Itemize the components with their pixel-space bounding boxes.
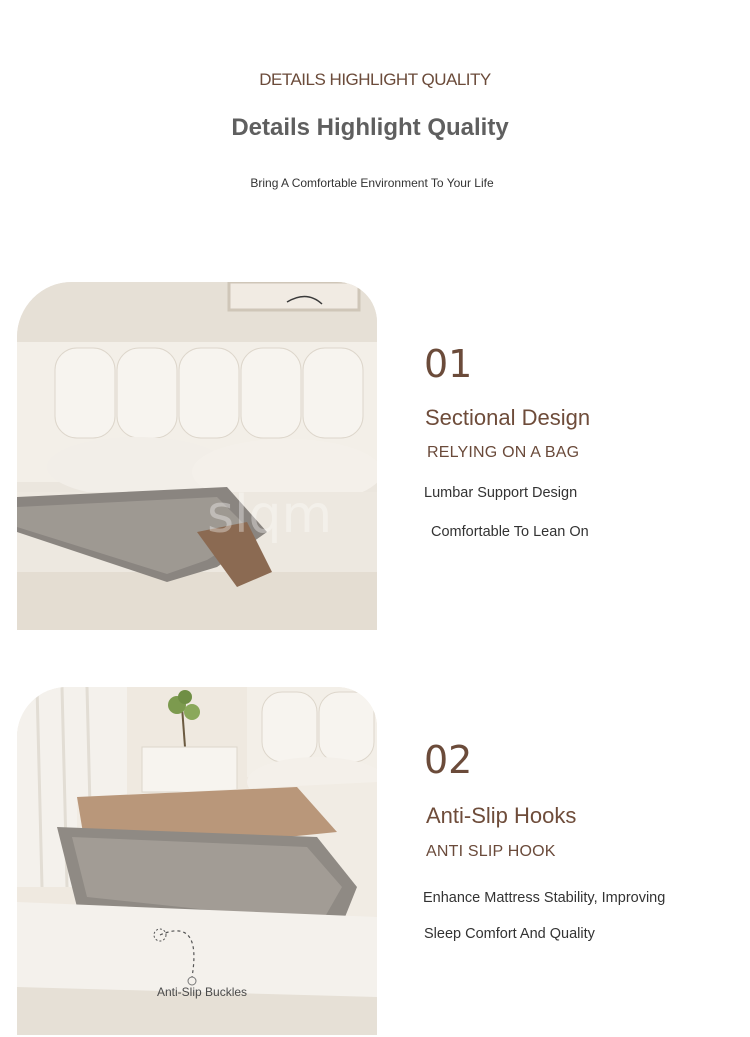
page-subtitle: Bring A Comfortable Environment To Your Life — [250, 176, 494, 190]
anti-slip-buckles-callout: Anti-Slip Buckles — [157, 985, 248, 999]
feature-2-photo — [17, 687, 377, 1035]
feature-1-subtitle: RELYING ON A BAG — [427, 444, 580, 461]
page-title: Details Highlight Quality — [231, 114, 509, 141]
svg-text:slqm: slqm — [207, 485, 333, 545]
feature-2-number: 02 — [424, 738, 473, 782]
feature-1-line-2: Comfortable To Lean On — [431, 524, 589, 540]
feature-1-line-1: Lumbar Support Design — [424, 485, 578, 501]
feature-1-number: 01 — [424, 342, 473, 386]
feature-1-photo — [17, 282, 377, 630]
header-eyebrow: DETAILS HIGHLIGHT QUALITY — [259, 70, 491, 89]
feature-2-line-2: Sleep Comfort And Quality — [424, 926, 595, 942]
feature-2-line-1: Enhance Mattress Stability, Improving — [423, 890, 666, 906]
feature-2-subtitle: ANTI SLIP HOOK — [426, 843, 556, 860]
feature-1-title: Sectional Design — [425, 405, 591, 430]
feature-2-title: Anti-Slip Hooks — [426, 803, 577, 828]
